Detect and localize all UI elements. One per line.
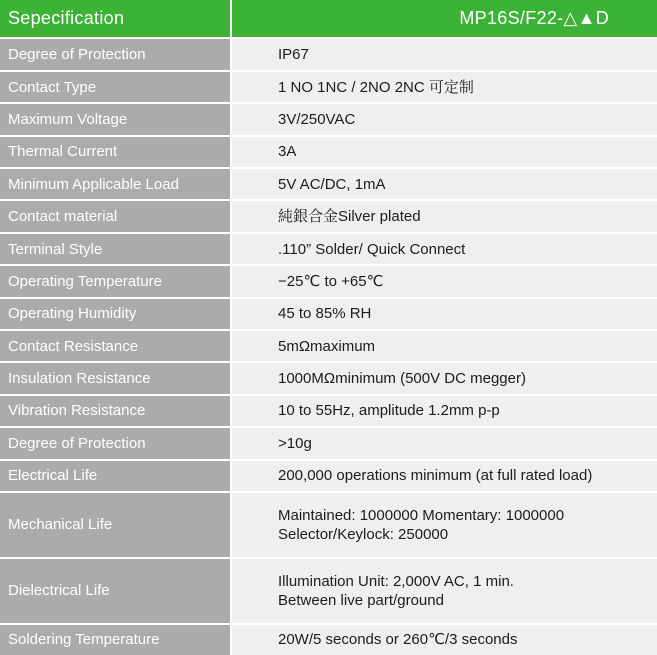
spec-value-line: 1 NO 1NC / 2NO 2NC 可定制 — [278, 78, 474, 96]
table-row — [0, 624, 657, 655]
spec-value — [231, 460, 657, 492]
table-row — [0, 362, 657, 394]
spec-label: Vibration Resistance — [0, 395, 231, 427]
spec-label: Contact Type — [0, 71, 231, 103]
spec-label: Maximum Voltage — [0, 103, 231, 135]
spec-value — [231, 103, 657, 135]
spec-value — [231, 136, 657, 168]
spec-label: Electrical Life — [0, 460, 231, 492]
table-row — [0, 492, 657, 558]
spec-label: Degree of Protection — [0, 38, 231, 70]
spec-value-line: 5mΩmaximum — [278, 337, 376, 355]
spec-value — [231, 624, 657, 655]
spec-value-line: .110” Solder/ Quick Connect — [278, 240, 466, 258]
spec-value-line: IP67 — [278, 46, 309, 64]
header-model-number: MP16S/F22-△▲D — [231, 0, 657, 38]
spec-value — [231, 492, 657, 558]
spec-value-line: 純銀合金Silver plated — [278, 208, 421, 226]
spec-value-line: Selector/Keylock: 250000 — [278, 525, 449, 543]
spec-value — [231, 395, 657, 427]
table-header-row — [0, 0, 657, 38]
spec-value — [231, 427, 657, 459]
table-row — [0, 71, 657, 103]
spec-label: Dielectrical Life — [0, 558, 231, 624]
table-row — [0, 427, 657, 459]
spec-value — [231, 362, 657, 394]
table-row — [0, 265, 657, 297]
table-row — [0, 233, 657, 265]
spec-value-line: 3V/250VAC — [278, 110, 356, 128]
spec-value — [231, 265, 657, 297]
spec-value — [231, 298, 657, 330]
table-row — [0, 103, 657, 135]
spec-label: Insulation Resistance — [0, 362, 231, 394]
spec-value-line: 10 to 55Hz, amplitude 1.2mm p-p — [278, 402, 500, 420]
spec-value — [231, 233, 657, 265]
spec-value — [231, 200, 657, 232]
spec-label: Minimum Applicable Load — [0, 168, 231, 200]
spec-label: Operating Temperature — [0, 265, 231, 297]
spec-value — [231, 558, 657, 624]
spec-value — [231, 168, 657, 200]
spec-label: Contact Resistance — [0, 330, 231, 362]
table-row — [0, 395, 657, 427]
spec-value-line: 45 to 85% RH — [278, 305, 372, 323]
table-row — [0, 38, 657, 70]
spec-value-line: Illumination Unit: 2,000V AC, 1 min. — [278, 572, 514, 590]
spec-value-line: 200,000 operations minimum (at full rated load) — [278, 467, 593, 485]
table-row — [0, 460, 657, 492]
table-row — [0, 168, 657, 200]
spec-label: Mechanical Life — [0, 492, 231, 558]
table-row — [0, 558, 657, 624]
header-label: Sepecification — [0, 0, 231, 38]
spec-value — [231, 330, 657, 362]
spec-label: Soldering Temperature — [0, 624, 231, 655]
spec-value — [231, 71, 657, 103]
spec-value-line: 20W/5 seconds or 260℃/3 seconds — [278, 631, 518, 649]
spec-label: Degree of Protection — [0, 427, 231, 459]
spec-label: Operating Humidity — [0, 298, 231, 330]
spec-value-line: 1000MΩminimum (500V DC megger) — [278, 370, 526, 388]
table-row — [0, 298, 657, 330]
spec-label: Thermal Current — [0, 136, 231, 168]
spec-value — [231, 38, 657, 70]
spec-value-line: 3A — [278, 143, 297, 161]
spec-value-line: >10g — [278, 434, 312, 452]
table-row — [0, 136, 657, 168]
spec-value-line: Between live part/ground — [278, 591, 444, 609]
spec-value-line: Maintained: 1000000 Momentary: 1000000 — [278, 506, 565, 524]
spec-label: Contact material — [0, 200, 231, 232]
spec-value-line: −25℃ to +65℃ — [278, 272, 384, 290]
table-row — [0, 200, 657, 232]
spec-label: Terminal Style — [0, 233, 231, 265]
table-row — [0, 330, 657, 362]
spec-value-line: 5V AC/DC, 1mA — [278, 175, 386, 193]
